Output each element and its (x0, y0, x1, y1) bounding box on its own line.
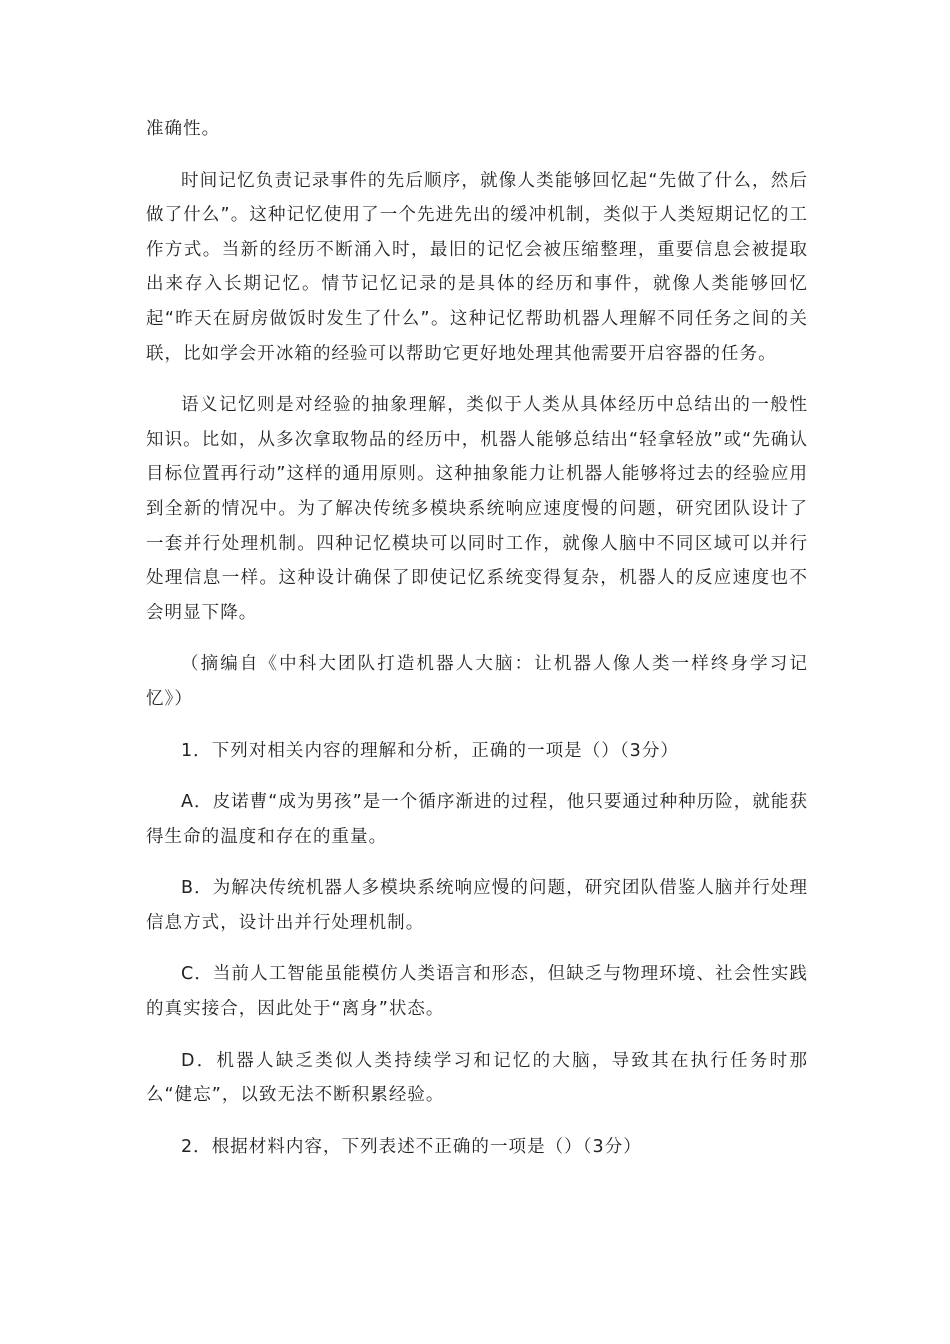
option-c: C．当前人工智能虽能模仿人类语言和形态，但缺乏与物理环境、社会性实践的真实接合，因此处于“离身”状态。 (146, 964, 808, 1020)
paragraph-semantic-memory: 语义记忆则是对经验的抽象理解，类似于人类从具体经历中总结出的一般性知识。比如，从多次拿取物品的经历中，机器人能够总结出“轻拿轻放”或“先确认目标位置再行动”这样的通用原则。这种抽象能力让机器人能够将过去的经验应用到全新的情况中。为了解决传统多模块系统响应速度慢的问题，研究团队设计了一套并行处理机制。四种记忆模块可以同时工作，就像人脑中不同区域可以并行处理信息一样。这种设计确保了即使记忆系统变得复杂，机器人的反应速度也不会明显下降。 (146, 395, 808, 623)
option-a: A．皮诺曹“成为男孩”是一个循序渐进的过程，他只要通过种种历险，就能获得生命的温度和存在的重量。 (146, 792, 808, 847)
option-d: D．机器人缺乏类似人类持续学习和记忆的大脑，导致其在执行任务时那么“健忘”，以致无法不断积累经验。 (146, 1050, 808, 1106)
option-b: B．为解决传统机器人多模块系统响应慢的问题，研究团队借鉴人脑并行处理信息方式，设计出并行处理机制。 (146, 878, 808, 933)
question-1: 1．下列对相关内容的理解和分析，正确的一项是（）（3分） (181, 740, 679, 761)
source-citation: （摘编自《中科大团队打造机器人大脑：让机器人像人类一样终身学习记忆》） (146, 654, 808, 709)
paragraph-time-memory: 时间记忆负责记录事件的先后顺序，就像人类能够回忆起“先做了什么，然后做了什么”。这种记忆使用了一个先进先出的缓冲机制，类似于人类短期记忆的工作方式。当新的经历不断涌入时，最旧的记忆会被压缩整理，重要信息会被提取出来存入长期记忆。情节记忆记录的是具体的经历和事件，就像人类能够回忆起“昨天在厨房做饭时发生了什么”。这种记忆帮助机器人理解不同任务之间的关联，比如学会开冰箱的经验可以帮助它更好地处理其他需要开启容器的任务。 (146, 170, 808, 364)
paragraph-continuation: 准确性。 (146, 119, 221, 139)
question-2: 2．根据材料内容，下列表述不正确的一项是（）（3分） (181, 1136, 642, 1157)
document-body (146, 112, 808, 1181)
